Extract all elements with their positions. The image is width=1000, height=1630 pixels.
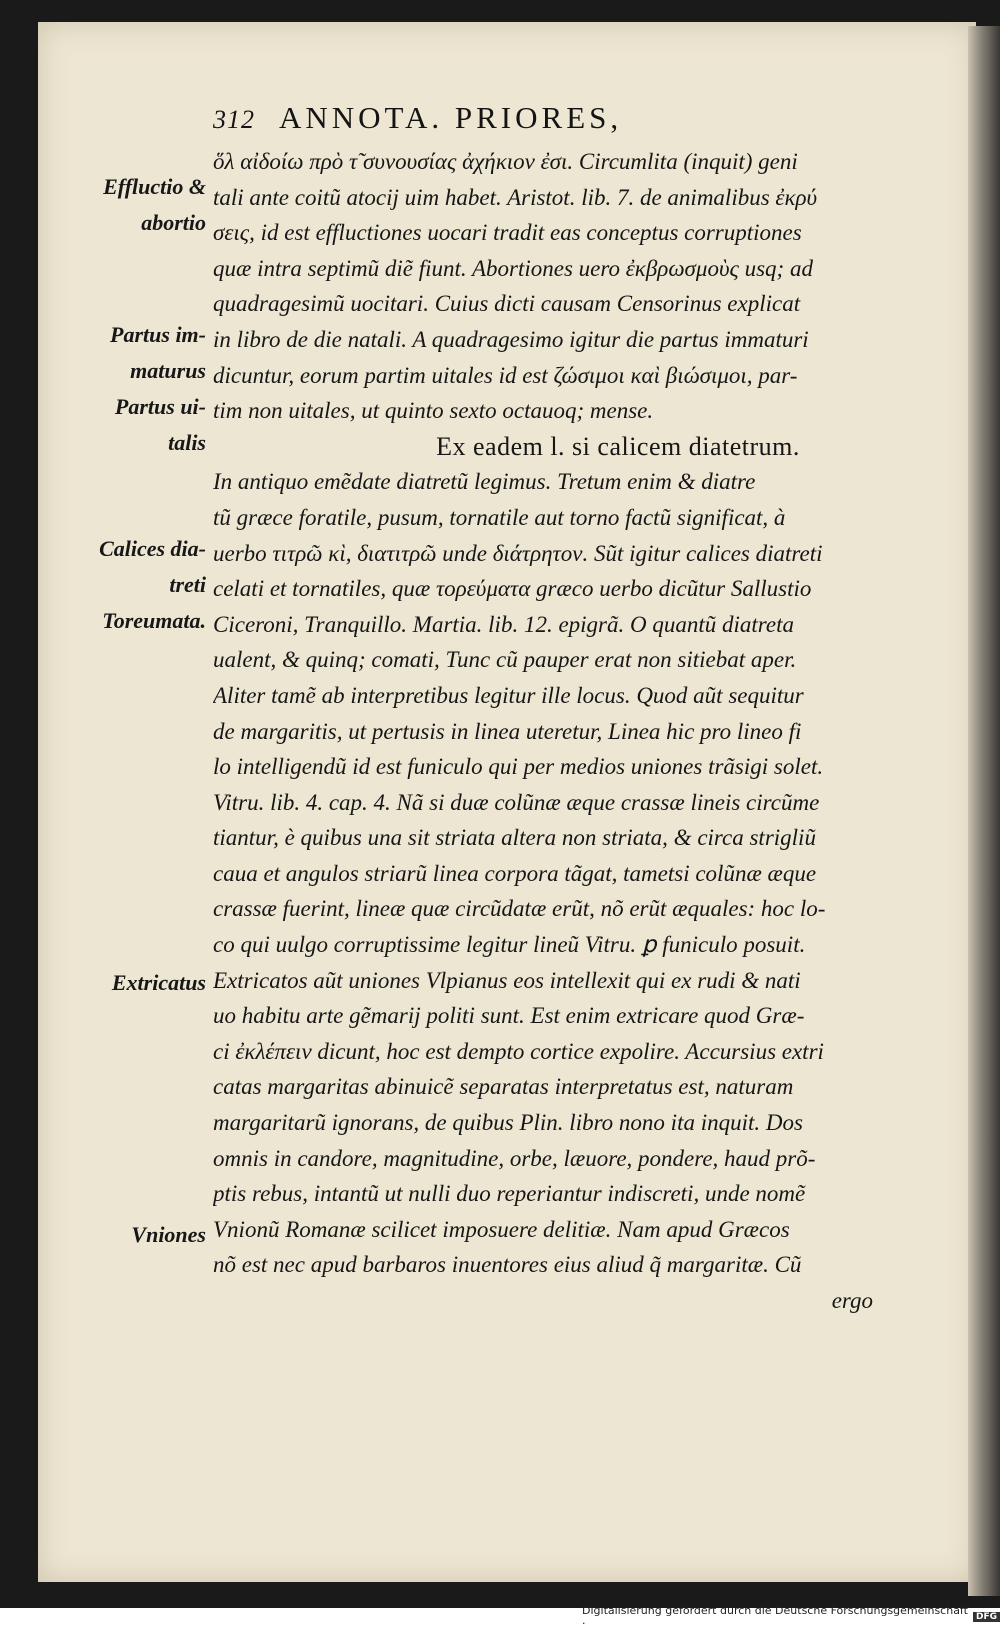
footer-credit: Digitalisierung gefördert durch die Deutsche Forschungsgemeinschaft · xyxy=(582,1604,968,1630)
text-line: ualent, & quinq; comati, Tunc cũ pauper erat non sitiebat aper. xyxy=(213,647,797,673)
text-line: in libro de die natali. A quadragesimo igitur die partus immaturi xyxy=(213,326,809,352)
text-line: tũ græce foratile, pusum, tornatile aut torno factũ significat, à xyxy=(213,504,786,530)
margin-note: Partus ui- xyxy=(114,394,206,419)
text-line: caua et angulos striarũ linea corpora tãgat, tametsi colũnæ æque xyxy=(213,860,817,886)
margin-note: Toreumata. xyxy=(102,608,206,633)
section-heading: Ex eadem l. si calicem diatetrum. xyxy=(436,431,800,461)
text-line: ci ἐκλέπειν dicunt, hoc est dempto cortice expolire. Accursius extri xyxy=(213,1038,824,1064)
text-line: tiantur, è quibus una sit striata altera non striata, & circa strigliũ xyxy=(213,825,816,851)
margin-note: Extricatus xyxy=(111,970,206,995)
text-line: margaritarũ ignorans, de quibus Plin. libro nono ita inquit. Dos xyxy=(213,1110,803,1136)
text-line: In antiquo emẽdate diatretũ legimus. Tretum enim & diatre xyxy=(213,469,756,495)
margin-note: Effluctio & xyxy=(103,174,206,199)
text-line: celati et tornatiles, quæ τορεύματα græco uerbo dicũtur Sallustio xyxy=(213,576,812,602)
text-line: lo intelligendũ id est funiculo qui per medios uniones trãsigi solet. xyxy=(213,754,824,780)
text-line: Aliter tamẽ ab interpretibus legitur ille locus. Quod aũt sequitur xyxy=(213,682,804,708)
main-text xyxy=(213,144,913,1319)
digitization-footer xyxy=(582,1604,1000,1630)
margin-note: Vniones xyxy=(131,1222,206,1247)
running-title: ANNOTA. PRIORES, xyxy=(279,100,623,135)
text-line: tali ante coitũ atocij uim habet. Aristot. lib. 7. de animalibus ἐκρύ xyxy=(213,184,818,210)
book-spine xyxy=(968,26,1000,1596)
text-line: nõ est nec apud barbaros inuentores eius aliud q̃ margaritæ. Cũ xyxy=(213,1252,802,1278)
margin-note: Partus im- xyxy=(110,322,206,347)
text-line: omnis in candore, magnitudine, orbe, læuore, pondere, haud prõ- xyxy=(213,1145,816,1171)
text-line: quæ intra septimũ diẽ fiunt. Abortiones uero ἐκβρωσμοὺς usq; ad xyxy=(213,255,813,281)
text-line: co qui uulgo corruptissime legitur lineũ Vitru. ꝑ funiculo posuit. xyxy=(213,932,806,958)
text-line: uerbo τιτρῶ κὶ, διατιτρῶ unde διάτρητον. Sũt igitur calices diatreti xyxy=(213,540,823,566)
page-header xyxy=(213,100,773,140)
text-line: Vnionũ Romanæ scilicet imposuere delitiæ. Nam apud Græcos xyxy=(213,1216,790,1242)
margin-note: treti xyxy=(169,572,206,597)
text-line: Ciceroni, Tranquillo. Martia. lib. 12. epigrã. O quantũ diatreta xyxy=(213,611,794,637)
margin-note: maturus xyxy=(130,358,206,383)
margin-note: Calices dia- xyxy=(99,536,206,561)
text-line: uo habitu arte gẽmarij politi sunt. Est enim extricare quod Græ- xyxy=(213,1003,805,1029)
text-line: ὅλ αἰδοίω πρὸ τ̃ συνουσίας ἀχήκιον ἐσι. Circumlita (inquit) geni xyxy=(213,149,798,174)
text-line: quadragesimũ uocitari. Cuius dicti causam Censorinus explicat xyxy=(213,291,801,317)
text-line: Vitru. lib. 4. cap. 4. Nã si duæ colũnæ æque crassæ lineis circũme xyxy=(213,789,820,815)
dfg-logo: DFG xyxy=(973,1612,1000,1622)
margin-note: talis xyxy=(168,430,206,455)
text-line: σεις, id est effluctiones uocari tradit eas conceptus corruptiones xyxy=(213,220,802,246)
text-line: crassæ fuerint, lineæ quæ circũdatæ erũt, nõ erũt æquales: hoc lo- xyxy=(213,896,826,922)
text-line: tim non uitales, ut quinto sexto octauoq; mense. xyxy=(213,398,654,424)
text-line: catas margaritas abinuicẽ separatas interpretatus est, naturam xyxy=(213,1074,794,1100)
page-number: 312 xyxy=(213,105,255,134)
text-line: dicuntur, eorum partim uitales id est ζώσιμοι καὶ βιώσιμοι, par- xyxy=(213,362,798,388)
text-line: de margaritis, ut pertusis in linea uteretur, Linea hic pro lineo fi xyxy=(213,718,802,744)
margin-note: abortio xyxy=(141,210,206,235)
text-line: ptis rebus, intantũ ut nulli duo reperiantur indiscreti, unde nomẽ xyxy=(213,1181,806,1207)
text-line: Extricatos aũt uniones Vlpianus eos intellexit qui ex rudi & nati xyxy=(213,967,801,993)
catchword: ergo xyxy=(831,1288,873,1313)
